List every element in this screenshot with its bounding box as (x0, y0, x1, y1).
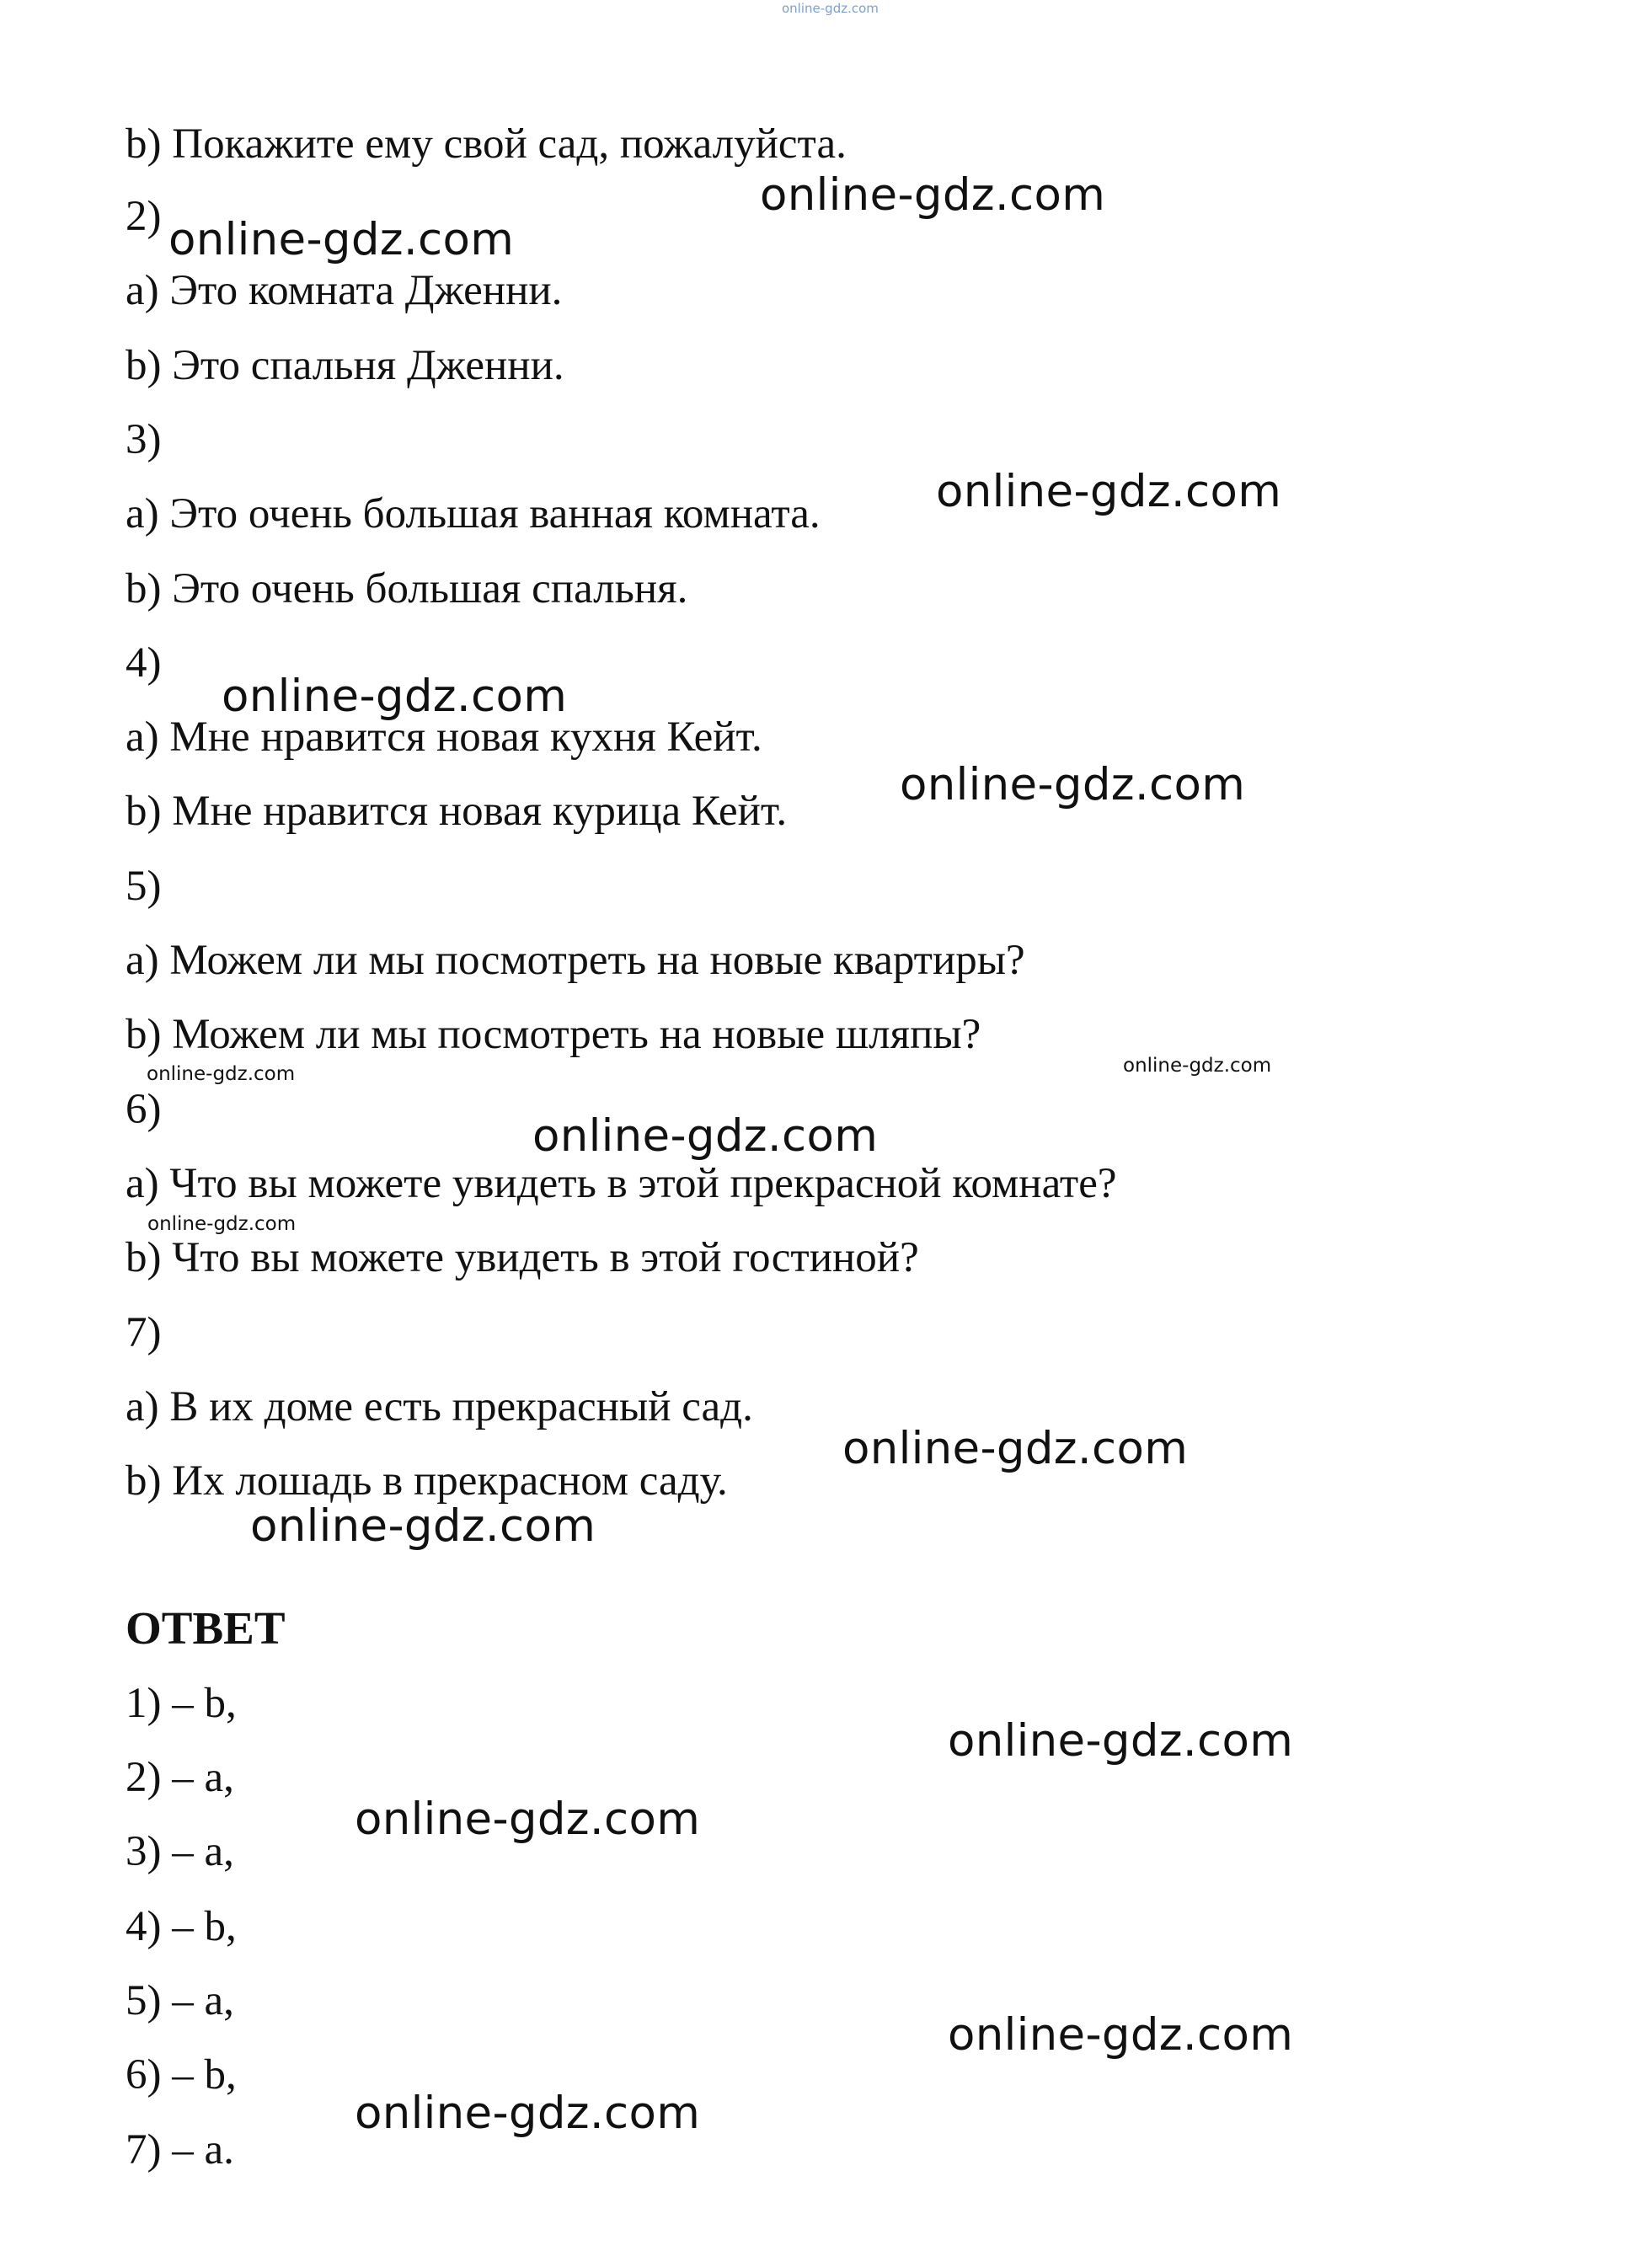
exercise-line: a) Можем ли мы посмотреть на новые квартиры? (126, 937, 1025, 984)
exercise-line: a) Что вы можете увидеть в этой прекрасной комнате? (126, 1160, 1117, 1207)
answer-item: 7) – a. (126, 2126, 234, 2173)
exercise-line: 2) (126, 193, 162, 240)
top-watermark: online-gdz.com (782, 1, 879, 16)
exercise-line: 4) (126, 639, 162, 687)
exercise-line: a) Это комната Дженни. (126, 267, 563, 314)
watermark: online-gdz.com (948, 1715, 1294, 1767)
exercise-line: b) Что вы можете увидеть в этой гостиной? (126, 1234, 919, 1281)
exercise-line: b) Можем ли мы посмотреть на новые шляпы? (126, 1011, 981, 1058)
answer-item: 3) – a, (126, 1828, 234, 1875)
answer-item: 4) – b, (126, 1903, 237, 1950)
watermark-small: online-gdz.com (147, 1213, 297, 1235)
watermark-small: online-gdz.com (1123, 1055, 1272, 1077)
watermark: online-gdz.com (355, 2088, 701, 2139)
answer-heading: ОТВЕТ (126, 1602, 286, 1654)
exercise-line: a) В их доме есть прекрасный сад. (126, 1383, 753, 1430)
watermark: online-gdz.com (842, 1423, 1189, 1474)
answer-item: 6) – b, (126, 2051, 237, 2099)
watermark: online-gdz.com (936, 466, 1282, 517)
watermark: online-gdz.com (250, 1500, 596, 1552)
exercise-line: 5) (126, 863, 162, 910)
exercise-line: b) Это очень большая спальня. (126, 565, 688, 612)
watermark-small: online-gdz.com (147, 1063, 296, 1085)
watermark: online-gdz.com (900, 759, 1246, 810)
exercise-line: b) Мне нравится новая курица Кейт. (126, 788, 788, 835)
watermark: online-gdz.com (222, 671, 568, 722)
exercise-line: a) Это очень большая ванная комната. (126, 490, 821, 537)
exercise-line: 7) (126, 1309, 162, 1356)
answer-item: 1) – b, (126, 1680, 237, 1727)
watermark: online-gdz.com (355, 1794, 701, 1845)
exercise-line: b) Их лошадь в прекрасном саду. (126, 1457, 728, 1505)
exercise-line: 6) (126, 1086, 162, 1133)
watermark: online-gdz.com (168, 214, 515, 265)
answer-item: 2) – a, (126, 1754, 234, 1801)
exercise-line: 3) (126, 416, 162, 463)
watermark: online-gdz.com (948, 2009, 1294, 2061)
watermark: online-gdz.com (760, 169, 1106, 221)
exercise-line: b) Это спальня Дженни. (126, 342, 564, 389)
answer-item: 5) – a, (126, 1977, 234, 2024)
watermark: online-gdz.com (532, 1110, 879, 1162)
exercise-line: b) Покажите ему свой сад, пожалуйста. (126, 120, 847, 168)
exercise-line: a) Мне нравится новая кухня Кейт. (126, 714, 762, 761)
